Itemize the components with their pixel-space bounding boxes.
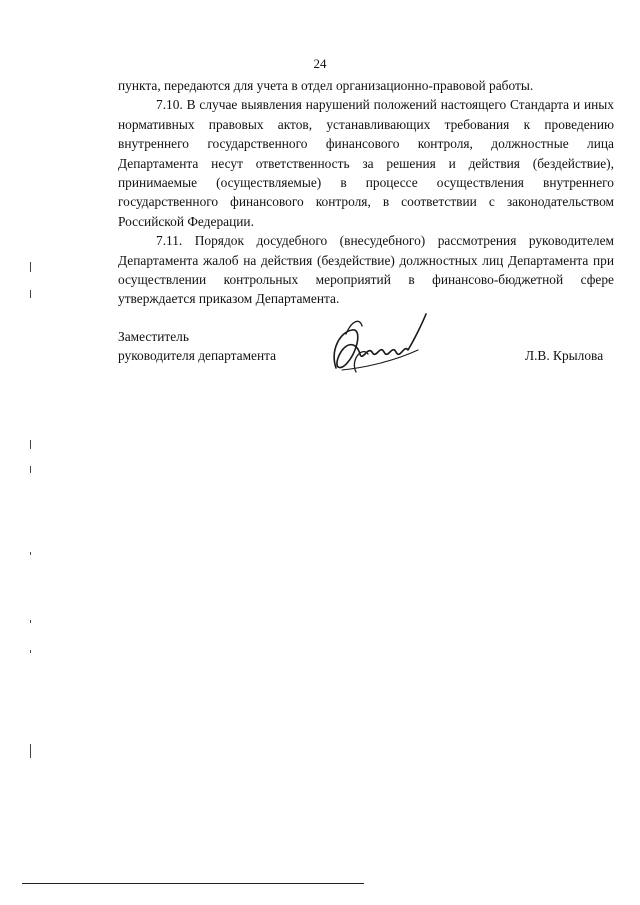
scan-margin-mark — [30, 744, 31, 758]
scan-margin-mark — [30, 620, 31, 623]
scan-margin-mark — [30, 650, 31, 653]
handwritten-signature — [322, 310, 432, 380]
body-text — [118, 76, 614, 309]
scan-margin-mark — [30, 552, 31, 555]
scan-margin-mark — [30, 290, 31, 298]
signatory-title — [118, 327, 276, 366]
scan-margin-mark — [30, 440, 31, 449]
paragraph-continuation: пункта, передаются для учета в отдел организационно-правовой работы. — [118, 78, 534, 93]
signatory-title-line1: Заместитель — [118, 329, 189, 344]
paragraph-7-11: 7.11. Порядок досудебного (внесудебного) рассмотрения руководителем Департамента жалоб на действия (бездействие) должностных лиц Департамента при осуществлении контрольных мероприятий в финансово-бюджетной сфере утверждается приказом Департамента. — [118, 233, 614, 307]
footer-rule — [22, 883, 364, 884]
scan-margin-mark — [30, 262, 31, 272]
paragraph-7-10: 7.10. В случае выявления нарушений положений настоящего Стандарта и иных нормативных правовых актов, устанавливающих требования к проведению внутреннего государственного финансового контроля, должностные лица Департамента несут ответственность за решения и действия (бездействие), принимаемые (осуществляемые) в процессе осуществления внутреннего государственного финансового контроля, в соответствии с законодательством Российской Федерации. — [118, 97, 614, 229]
signatory-title-line2: руководителя департамента — [118, 348, 277, 364]
page-number: 24 — [313, 56, 327, 71]
signatory-name: Л.В. Крылова — [525, 348, 604, 363]
scan-margin-mark — [30, 466, 31, 473]
